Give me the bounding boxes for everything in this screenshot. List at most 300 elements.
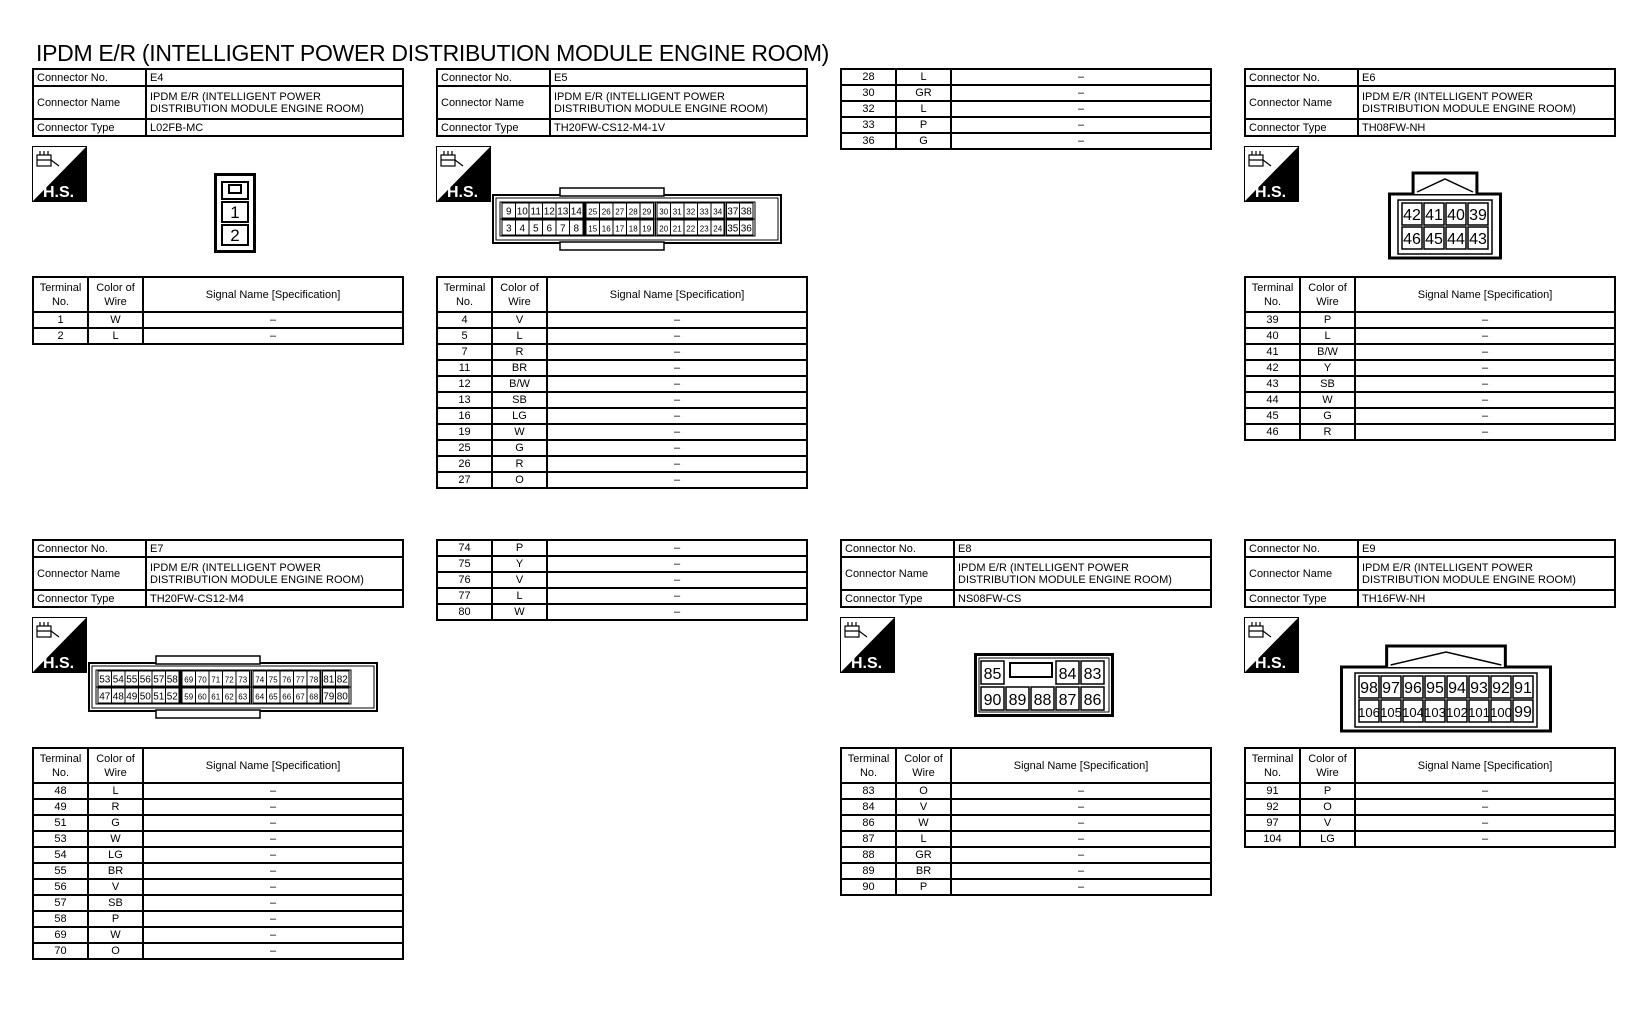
wire-color-cell: P — [492, 540, 547, 556]
terminal-no-cell: 48 — [33, 783, 88, 799]
pin-label: 82 — [336, 674, 348, 686]
terminal-no-cell: 43 — [1245, 376, 1300, 392]
table-row — [437, 440, 807, 456]
table-row — [437, 572, 807, 588]
terminal-no-cell: 91 — [1245, 783, 1300, 799]
pin-label: 72 — [224, 675, 234, 685]
pin-label: 56 — [139, 674, 151, 686]
wire-color-cell: BR — [492, 360, 547, 376]
terminal-no-cell: 74 — [437, 540, 492, 556]
connector-no-label: Connector No. — [841, 540, 954, 557]
connector-info-table — [1244, 539, 1616, 608]
signal-name-cell: – — [1355, 328, 1615, 344]
wire-color-cell: W — [492, 424, 547, 440]
pin-label: 85 — [983, 666, 1002, 683]
table-row — [33, 815, 403, 831]
pin-label: 39 — [1469, 207, 1487, 224]
color-header: Color of Wire — [1300, 748, 1355, 783]
terminal-no-cell: 5 — [437, 328, 492, 344]
table-row — [1245, 815, 1615, 831]
pin-label: 88 — [1033, 692, 1052, 709]
pin-label: 80 — [336, 691, 348, 703]
terminal-table-e4 — [32, 276, 404, 345]
connector-name-label: Connector Name — [33, 557, 146, 590]
pin-label: 83 — [1083, 666, 1102, 683]
connector-diagram-e6 — [1388, 170, 1502, 260]
connector-type-value: TH08FW-NH — [1358, 119, 1615, 136]
pin-label: 71 — [211, 675, 221, 685]
connector-block-e9 — [1244, 539, 1616, 845]
wire-color-cell: O — [896, 783, 951, 799]
signal-header: Signal Name [Specification] — [547, 277, 807, 312]
signal-name-cell: – — [951, 133, 1211, 149]
table-row — [1245, 831, 1615, 847]
connector-name-value: IPDM E/R (INTELLIGENT POWER DISTRIBUTION MODULE ENGINE ROOM) — [146, 557, 403, 590]
terminal-no-cell: 7 — [437, 344, 492, 360]
signal-name-cell: – — [143, 815, 403, 831]
pin-label: 63 — [238, 692, 248, 702]
table-row — [1245, 799, 1615, 815]
pin-label: 33 — [699, 207, 709, 217]
connector-type-label: Connector Type — [33, 119, 146, 136]
table-row — [437, 456, 807, 472]
signal-name-cell: – — [547, 328, 807, 344]
connector-name-value: IPDM E/R (INTELLIGENT POWER DISTRIBUTION MODULE ENGINE ROOM) — [1358, 86, 1615, 119]
wire-color-cell: P — [1300, 312, 1355, 328]
table-row — [841, 101, 1211, 117]
pin-label: 79 — [323, 691, 335, 703]
pin-label: 87 — [1058, 692, 1077, 709]
pin-label: 75 — [268, 675, 278, 685]
pin-label: 89 — [1008, 692, 1027, 709]
pin-label: 96 — [1404, 680, 1422, 697]
table-row — [841, 815, 1211, 831]
connector-no-value: E9 — [1358, 540, 1615, 557]
signal-name-cell: – — [143, 863, 403, 879]
connector-name-value: IPDM E/R (INTELLIGENT POWER DISTRIBUTION MODULE ENGINE ROOM) — [954, 557, 1211, 590]
terminal-no-cell: 54 — [33, 847, 88, 863]
terminal-table-e9 — [1244, 747, 1616, 848]
harness-side-icon — [32, 146, 87, 202]
terminal-no-cell: 70 — [33, 943, 88, 959]
pin-label: 44 — [1447, 231, 1465, 248]
wire-color-cell: W — [492, 604, 547, 620]
signal-name-cell: – — [143, 312, 403, 328]
pin-label: 45 — [1425, 231, 1443, 248]
terminal-no-cell: 51 — [33, 815, 88, 831]
pin-label: 6 — [546, 223, 553, 235]
wire-color-cell: V — [492, 312, 547, 328]
signal-name-cell: – — [951, 783, 1211, 799]
connector-name-value: IPDM E/R (INTELLIGENT POWER DISTRIBUTION MODULE ENGINE ROOM) — [1358, 557, 1615, 590]
color-header: Color of Wire — [1300, 277, 1355, 312]
pin-label: 48 — [112, 691, 124, 703]
signal-name-cell: – — [951, 863, 1211, 879]
wire-color-cell: L — [88, 328, 143, 344]
connector-name-value: IPDM E/R (INTELLIGENT POWER DISTRIBUTION MODULE ENGINE ROOM) — [146, 86, 403, 119]
wire-color-cell: R — [1300, 424, 1355, 440]
wire-color-cell: P — [88, 911, 143, 927]
pin-label: 19 — [642, 224, 652, 234]
wire-color-cell: L — [1300, 328, 1355, 344]
terminal-no-cell: 88 — [841, 847, 896, 863]
table-row — [33, 799, 403, 815]
signal-name-cell: – — [143, 911, 403, 927]
pin-label: 74 — [255, 675, 265, 685]
connector-info-table — [32, 68, 404, 137]
terminal-table-e5 — [436, 276, 808, 489]
connector-name-value: IPDM E/R (INTELLIGENT POWER DISTRIBUTION MODULE ENGINE ROOM) — [550, 86, 807, 119]
connector-diagram-e7 — [88, 655, 378, 719]
connector-type-label: Connector Type — [1245, 119, 1358, 136]
table-row — [33, 911, 403, 927]
connector-block-e7 — [32, 539, 404, 957]
signal-name-cell: – — [951, 101, 1211, 117]
pin-label: 68 — [309, 692, 319, 702]
color-header: Color of Wire — [88, 277, 143, 312]
table-row — [437, 540, 807, 556]
signal-name-cell: – — [951, 847, 1211, 863]
pin-label: 105 — [1380, 705, 1402, 720]
connector-block-e8 — [840, 539, 1212, 893]
pin-label: 93 — [1470, 680, 1488, 697]
table-row — [841, 85, 1211, 101]
signal-name-cell: – — [547, 472, 807, 488]
color-header: Color of Wire — [896, 748, 951, 783]
wire-color-cell: LG — [1300, 831, 1355, 847]
terminal-header: Terminal No. — [1245, 277, 1300, 312]
table-row — [841, 879, 1211, 895]
wire-color-cell: P — [896, 117, 951, 133]
pin-label: 17 — [615, 224, 625, 234]
pin-label: 73 — [238, 675, 248, 685]
terminal-no-cell: 1 — [33, 312, 88, 328]
signal-name-cell: – — [547, 344, 807, 360]
pin-label: 35 — [727, 223, 739, 235]
signal-name-cell: – — [547, 360, 807, 376]
terminal-no-cell: 87 — [841, 831, 896, 847]
table-row — [841, 831, 1211, 847]
terminal-header: Terminal No. — [33, 277, 88, 312]
pin-label: 4 — [519, 223, 526, 235]
connector-block-e4 — [32, 68, 404, 342]
terminal-no-cell: 13 — [437, 392, 492, 408]
pin-label: 46 — [1403, 231, 1421, 248]
signal-name-cell: – — [547, 572, 807, 588]
pin-label: 15 — [588, 224, 598, 234]
signal-header: Signal Name [Specification] — [1355, 277, 1615, 312]
terminal-no-cell: 104 — [1245, 831, 1300, 847]
connector-name-label: Connector Name — [1245, 557, 1358, 590]
pin-label: 8 — [573, 223, 580, 235]
color-header: Color of Wire — [88, 748, 143, 783]
terminal-no-cell: 30 — [841, 85, 896, 101]
wire-color-cell: W — [896, 815, 951, 831]
pin-label: 25 — [588, 207, 598, 217]
signal-name-cell: – — [547, 312, 807, 328]
pin-label: 10 — [516, 206, 528, 218]
hs-label: H.S. — [43, 655, 75, 672]
pin-label: 97 — [1382, 680, 1400, 697]
connector-diagram-e5 — [492, 187, 782, 251]
signal-name-cell: – — [143, 927, 403, 943]
pin-label: 77 — [295, 675, 305, 685]
wire-color-cell: L — [492, 588, 547, 604]
pin-label: 104 — [1402, 705, 1424, 720]
terminal-no-cell: 46 — [1245, 424, 1300, 440]
pin-label: 7 — [559, 223, 566, 235]
pin-label: 102 — [1446, 705, 1468, 720]
connector-type-value: L02FB-MC — [146, 119, 403, 136]
pin-label: 29 — [642, 207, 652, 217]
signal-name-cell: – — [1355, 783, 1615, 799]
table-row — [841, 117, 1211, 133]
connector-type-value: TH20FW-CS12-M4-1V — [550, 119, 807, 136]
connector-no-label: Connector No. — [33, 540, 146, 557]
pin-label: 50 — [139, 691, 151, 703]
signal-name-cell: – — [547, 376, 807, 392]
wire-color-cell: W — [88, 927, 143, 943]
pin-label: 40 — [1447, 207, 1465, 224]
terminal-no-cell: 75 — [437, 556, 492, 572]
table-row — [33, 879, 403, 895]
pin-label: 2 — [230, 226, 240, 245]
wire-color-cell: Y — [1300, 360, 1355, 376]
wire-color-cell: O — [492, 472, 547, 488]
connector-no-label: Connector No. — [437, 69, 550, 86]
wire-color-cell: R — [492, 456, 547, 472]
table-row — [437, 556, 807, 572]
terminal-no-cell: 92 — [1245, 799, 1300, 815]
pin-label: 27 — [615, 207, 625, 217]
table-row — [841, 847, 1211, 863]
terminal-no-cell: 83 — [841, 783, 896, 799]
wire-color-cell: B/W — [492, 376, 547, 392]
pin-label: 9 — [505, 206, 512, 218]
pin-label: 47 — [99, 691, 111, 703]
connector-info-table — [840, 539, 1212, 608]
pin-label: 5 — [532, 223, 539, 235]
signal-header: Signal Name [Specification] — [143, 277, 403, 312]
signal-name-cell: – — [951, 831, 1211, 847]
signal-name-cell: – — [143, 895, 403, 911]
wire-color-cell: Y — [492, 556, 547, 572]
wire-color-cell: SB — [88, 895, 143, 911]
pin-label: 84 — [1058, 666, 1077, 683]
pin-label: 67 — [295, 692, 305, 702]
pin-label: 16 — [601, 224, 611, 234]
signal-name-cell: – — [143, 879, 403, 895]
table-row — [1245, 392, 1615, 408]
hs-label: H.S. — [1255, 184, 1287, 201]
connector-name-label: Connector Name — [841, 557, 954, 590]
terminal-table-e8 — [840, 747, 1212, 896]
signal-name-cell: – — [951, 117, 1211, 133]
pin-label: 95 — [1426, 680, 1444, 697]
harness-side-icon — [1244, 617, 1299, 673]
harness-side-icon — [840, 617, 895, 673]
table-row — [1245, 783, 1615, 799]
connector-type-label: Connector Type — [1245, 590, 1358, 607]
terminal-no-cell: 49 — [33, 799, 88, 815]
wire-color-cell: V — [492, 572, 547, 588]
terminal-no-cell: 76 — [437, 572, 492, 588]
terminal-no-cell: 58 — [33, 911, 88, 927]
signal-name-cell: – — [547, 392, 807, 408]
page-title: IPDM E/R (INTELLIGENT POWER DISTRIBUTION MODULE ENGINE ROOM) — [36, 40, 830, 66]
table-row — [841, 133, 1211, 149]
table-row — [841, 69, 1211, 85]
pin-label: 1 — [230, 203, 240, 222]
connector-no-label: Connector No. — [1245, 69, 1358, 86]
terminal-no-cell: 4 — [437, 312, 492, 328]
harness-side-icon — [436, 146, 491, 202]
pin-label: 41 — [1425, 207, 1443, 224]
connector-type-value: TH20FW-CS12-M4 — [146, 590, 403, 607]
table-row — [841, 783, 1211, 799]
signal-name-cell: – — [143, 831, 403, 847]
terminal-no-cell: 89 — [841, 863, 896, 879]
connector-no-label: Connector No. — [33, 69, 146, 86]
terminal-header: Terminal No. — [33, 748, 88, 783]
table-row — [437, 360, 807, 376]
pin-label: 20 — [659, 224, 669, 234]
table-row — [437, 604, 807, 620]
pin-label: 81 — [323, 674, 335, 686]
hs-label: H.S. — [43, 184, 75, 201]
pin-label: 38 — [740, 206, 752, 218]
pin-label: 31 — [672, 207, 682, 217]
wire-color-cell: LG — [492, 408, 547, 424]
pin-label: 76 — [282, 675, 292, 685]
signal-name-cell: – — [547, 456, 807, 472]
wire-color-cell: L — [492, 328, 547, 344]
color-header: Color of Wire — [492, 277, 547, 312]
terminal-no-cell: 12 — [437, 376, 492, 392]
signal-name-cell: – — [1355, 344, 1615, 360]
wire-color-cell: G — [88, 815, 143, 831]
signal-name-cell: – — [951, 799, 1211, 815]
connector-type-label: Connector Type — [437, 119, 550, 136]
table-row — [33, 863, 403, 879]
connector-type-label: Connector Type — [841, 590, 954, 607]
pin-label: 103 — [1424, 705, 1446, 720]
terminal-no-cell: 33 — [841, 117, 896, 133]
signal-name-cell: – — [547, 424, 807, 440]
pin-label: 64 — [255, 692, 265, 702]
terminal-no-cell: 19 — [437, 424, 492, 440]
connector-no-label: Connector No. — [1245, 540, 1358, 557]
wire-color-cell: G — [896, 133, 951, 149]
table-row — [1245, 344, 1615, 360]
connector-no-value: E8 — [954, 540, 1211, 557]
table-row — [437, 376, 807, 392]
pin-label: 61 — [211, 692, 221, 702]
table-row — [437, 344, 807, 360]
table-row — [33, 927, 403, 943]
signal-name-cell: – — [1355, 424, 1615, 440]
signal-name-cell: – — [547, 604, 807, 620]
connector-name-label: Connector Name — [1245, 86, 1358, 119]
terminal-no-cell: 44 — [1245, 392, 1300, 408]
signal-name-cell: – — [1355, 799, 1615, 815]
signal-name-cell: – — [547, 556, 807, 572]
terminal-header: Terminal No. — [437, 277, 492, 312]
terminal-no-cell: 84 — [841, 799, 896, 815]
connector-name-label: Connector Name — [33, 86, 146, 119]
table-row — [1245, 408, 1615, 424]
connector-block-e5 — [436, 68, 808, 486]
terminal-no-cell: 53 — [33, 831, 88, 847]
connector-name-label: Connector Name — [437, 86, 550, 119]
signal-name-cell: – — [143, 943, 403, 959]
pin-label: 24 — [713, 224, 723, 234]
pin-label: 18 — [628, 224, 638, 234]
signal-name-cell: – — [1355, 815, 1615, 831]
table-row — [1245, 376, 1615, 392]
connector-no-value: E6 — [1358, 69, 1615, 86]
wire-color-cell: O — [88, 943, 143, 959]
wire-color-cell: BR — [88, 863, 143, 879]
pin-label: 69 — [184, 675, 194, 685]
pin-label: 70 — [197, 675, 207, 685]
signal-name-cell: – — [143, 799, 403, 815]
wire-color-cell: L — [896, 101, 951, 117]
terminal-no-cell: 16 — [437, 408, 492, 424]
pin-label: 36 — [740, 223, 752, 235]
pin-label: 106 — [1358, 705, 1380, 720]
pin-label: 30 — [659, 207, 669, 217]
terminal-no-cell: 57 — [33, 895, 88, 911]
pin-label: 53 — [99, 674, 111, 686]
table-row — [1245, 360, 1615, 376]
connector-block-e6 — [1244, 68, 1616, 438]
pin-label: 101 — [1468, 705, 1490, 720]
table-row — [437, 424, 807, 440]
signal-name-cell: – — [951, 879, 1211, 895]
wire-color-cell: V — [88, 879, 143, 895]
terminal-no-cell: 42 — [1245, 360, 1300, 376]
terminal-no-cell: 45 — [1245, 408, 1300, 424]
terminal-header: Terminal No. — [1245, 748, 1300, 783]
wire-color-cell: O — [1300, 799, 1355, 815]
pin-label: 42 — [1403, 207, 1421, 224]
pin-label: 28 — [628, 207, 638, 217]
table-row — [437, 472, 807, 488]
table-row — [33, 831, 403, 847]
connector-diagram-e9 — [1340, 643, 1552, 733]
signal-name-cell: – — [1355, 408, 1615, 424]
pin-label: 43 — [1469, 231, 1487, 248]
connector-type-value: NS08FW-CS — [954, 590, 1211, 607]
table-row — [1245, 328, 1615, 344]
pin-label: 51 — [153, 691, 165, 703]
wire-color-cell: LG — [88, 847, 143, 863]
terminal-no-cell: 77 — [437, 588, 492, 604]
connector-info-table — [436, 68, 808, 137]
terminal-table-e5-continued — [840, 68, 1212, 150]
pin-label: 52 — [166, 691, 178, 703]
table-row — [437, 312, 807, 328]
pin-label: 78 — [309, 675, 319, 685]
terminal-no-cell: 27 — [437, 472, 492, 488]
wire-color-cell: SB — [1300, 376, 1355, 392]
pin-label: 99 — [1514, 704, 1532, 721]
connector-type-value: TH16FW-NH — [1358, 590, 1615, 607]
signal-name-cell: – — [951, 815, 1211, 831]
terminal-no-cell: 25 — [437, 440, 492, 456]
pin-label: 49 — [126, 691, 138, 703]
